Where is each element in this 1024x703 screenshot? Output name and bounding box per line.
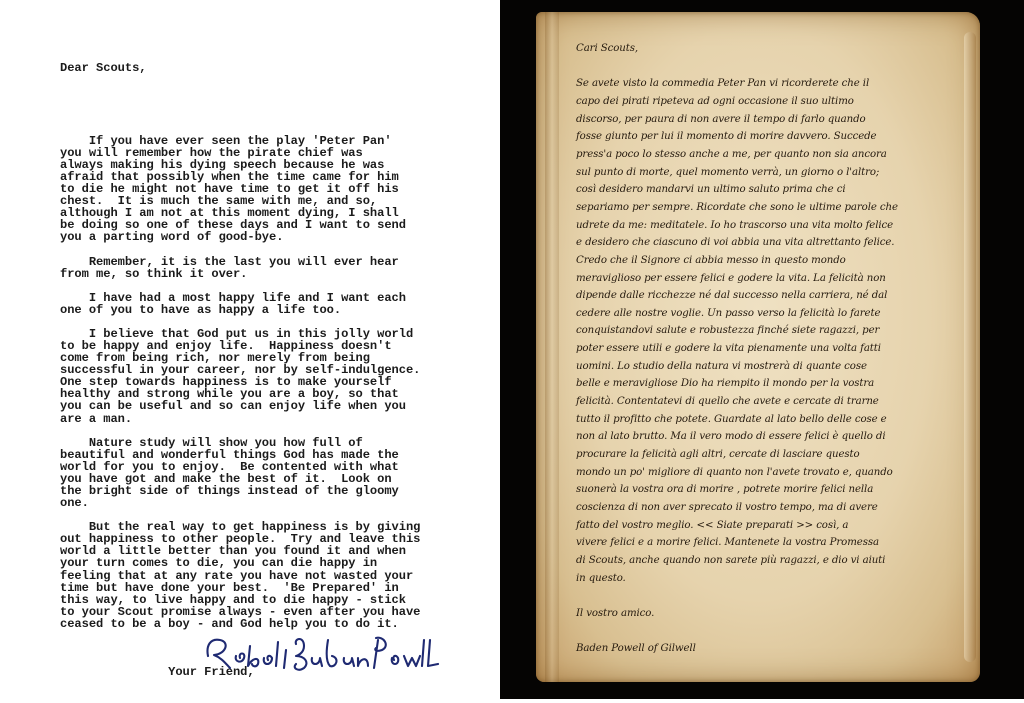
english-line: successful in your career, nor by self-indulgence. xyxy=(60,363,421,378)
italian-line: meraviglioso per essere felici e godere la vita. La felicità non xyxy=(576,272,886,284)
italian-line: coscienza di non aver sprecato il vostro tempo, ma di avere xyxy=(576,502,878,514)
italian-salutation: Cari Scouts, xyxy=(576,43,638,54)
italian-line: in questo. xyxy=(576,572,626,584)
english-line: you can be useful and so can enjoy life when you xyxy=(60,399,406,414)
italian-line: discorso, per paura di non avere il tempo di farlo quando xyxy=(576,113,866,125)
english-line: One step towards happiness is to make yourself xyxy=(60,375,392,390)
english-line: always making his dying speech because he was xyxy=(60,157,385,172)
italian-line: udrete da me: meditatele. Io ho trascorso una vita molto felice xyxy=(576,219,894,231)
italian-letter-text xyxy=(576,40,966,658)
english-line: to your Scout promise always - even after you have xyxy=(60,604,421,619)
english-line: But the real way to get happiness is by giving xyxy=(60,520,421,535)
english-line: to die he might not have time to get it off his xyxy=(60,182,399,197)
english-line: Remember, it is the last you will ever hear xyxy=(60,254,399,269)
english-letter-page xyxy=(0,0,500,699)
italian-line: suonerà la vostra ora di morire , potrete morire felici nella xyxy=(576,484,874,496)
english-line: If you have ever seen the play 'Peter Pan' xyxy=(60,133,392,148)
italian-signature: Baden Powell of Gilwell xyxy=(576,643,696,655)
english-line: although I am not at this moment dying, I shall xyxy=(60,206,399,221)
italian-line: fatto del vostro meglio. << Siate preparati >> così, a xyxy=(576,519,849,531)
english-closing: Your Friend, xyxy=(60,665,255,680)
italian-line: di Scouts, anche quando non sarete più ragazzi, e dio vi aiuti xyxy=(576,555,886,567)
english-line: your turn comes to die, you can die happy in xyxy=(60,556,378,571)
italian-line: sul punto di morte, quel momento verrà, un giorno o l'altro; xyxy=(576,166,880,178)
italian-line: separiamo per sempre. Ricordate che sono le ultime parole che xyxy=(576,201,898,213)
english-line: afraid that possibly when the time came for him xyxy=(60,169,399,184)
italian-body xyxy=(576,75,966,587)
signature-robert-baden-powell xyxy=(200,628,440,678)
english-line: be doing so one of these days and I want to send xyxy=(60,218,406,233)
italian-line: fosse giunto per lui il momento di morire davvero. Succede xyxy=(576,131,877,143)
italian-line: conquistandovi salute e robustezza finché siete ragazzi, per xyxy=(576,325,880,337)
italian-line: Credo che il Signore ci abbia messo in questo mondo xyxy=(576,254,846,266)
italian-line: press'a poco lo stesso anche a me, per quanto non sia ancora xyxy=(576,148,887,160)
italian-line: procurare la felicità agli altri, cercate di lasciare questo xyxy=(576,449,860,461)
english-line: ceased to be a boy - and God help you to do it. xyxy=(60,616,399,631)
english-line: world a little better than you found it and when xyxy=(60,544,406,559)
italian-line: mondo un po' migliore di quanto non l'avete trovato e, quando xyxy=(576,466,893,478)
english-line: you have got and make the best of it. Look on xyxy=(60,471,392,486)
english-line: I believe that God put us in this jolly world xyxy=(60,326,414,341)
italian-line: non al lato brutto. Ma il vero modo di essere felici è quello di xyxy=(576,431,886,443)
italian-line: belle e meravigliose Dio ha riempito il mondo per la vostra xyxy=(576,378,875,390)
english-line: chest. It is much the same with me, and so, xyxy=(60,194,378,209)
english-line: one. xyxy=(60,496,89,511)
italian-line: Se avete visto la commedia Peter Pan vi ricorderete che il xyxy=(576,78,870,90)
italian-line: e desidero che ciascuno di voi abbia una vita altrettanto felice. xyxy=(576,237,895,249)
english-line: out happiness to other people. Try and leave this xyxy=(60,532,421,547)
english-line: you will remember how the pirate chief was xyxy=(60,145,363,160)
english-line: world for you to enjoy. Be contented with what xyxy=(60,459,399,474)
english-line: are a man. xyxy=(60,411,133,426)
italian-line: uomini. Lo studio della natura vi mostrerà di quante cose xyxy=(576,360,867,372)
english-paragraphs xyxy=(60,135,490,642)
italian-letter-photo xyxy=(500,0,1024,699)
english-letter-text xyxy=(60,38,490,703)
italian-line: cedere alle nostre voglie. Un passo verso la felicità lo farete xyxy=(576,307,881,319)
english-line: to be happy and enjoy life. Happiness doesn't xyxy=(60,338,392,353)
english-line: healthy and strong while you are a boy, so that xyxy=(60,387,399,402)
english-line: beautiful and wonderful things God has made the xyxy=(60,447,399,462)
english-line: from me, so think it over. xyxy=(60,266,248,281)
italian-line: capo dei pirati ripeteva ad ogni occasione il suo ultimo xyxy=(576,95,854,107)
italian-line: tutto il profitto che potete. Guardate al lato bello delle cose e xyxy=(576,413,887,425)
italian-line: così desidero mandarvi un ultimo saluto prima che ci xyxy=(576,184,846,196)
english-line: time but have done your best. 'Be Prepared' in xyxy=(60,580,399,595)
italian-line: vivere felici e a morire felici. Mantenete la vostra Promessa xyxy=(576,537,879,549)
paper-fold xyxy=(545,12,559,682)
english-line: this way, to live happy and to die happy - stick xyxy=(60,592,406,607)
italian-line: dipende dalle ricchezze né dal successo nella carriera, né dal xyxy=(576,290,888,302)
english-salutation: Dear Scouts, xyxy=(60,61,147,76)
english-line: Nature study will show you how full of xyxy=(60,435,363,450)
english-line: I have had a most happy life and I want each xyxy=(60,290,406,305)
english-line: one of you to have as happy a life too. xyxy=(60,302,342,317)
italian-closing: Il vostro amico. xyxy=(576,607,655,619)
english-line: feeling that at any rate you have not wasted your xyxy=(60,568,414,583)
english-line: you a parting word of good-bye. xyxy=(60,230,284,245)
english-line: come from being rich, nor merely from being xyxy=(60,351,370,366)
italian-line: poter essere utili e godere la vita pienamente una volta fatti xyxy=(576,343,881,355)
italian-line: felicità. Contentatevi di quello che avete e cercate di trarne xyxy=(576,396,879,408)
english-line: the bright side of things instead of the gloomy xyxy=(60,484,399,498)
